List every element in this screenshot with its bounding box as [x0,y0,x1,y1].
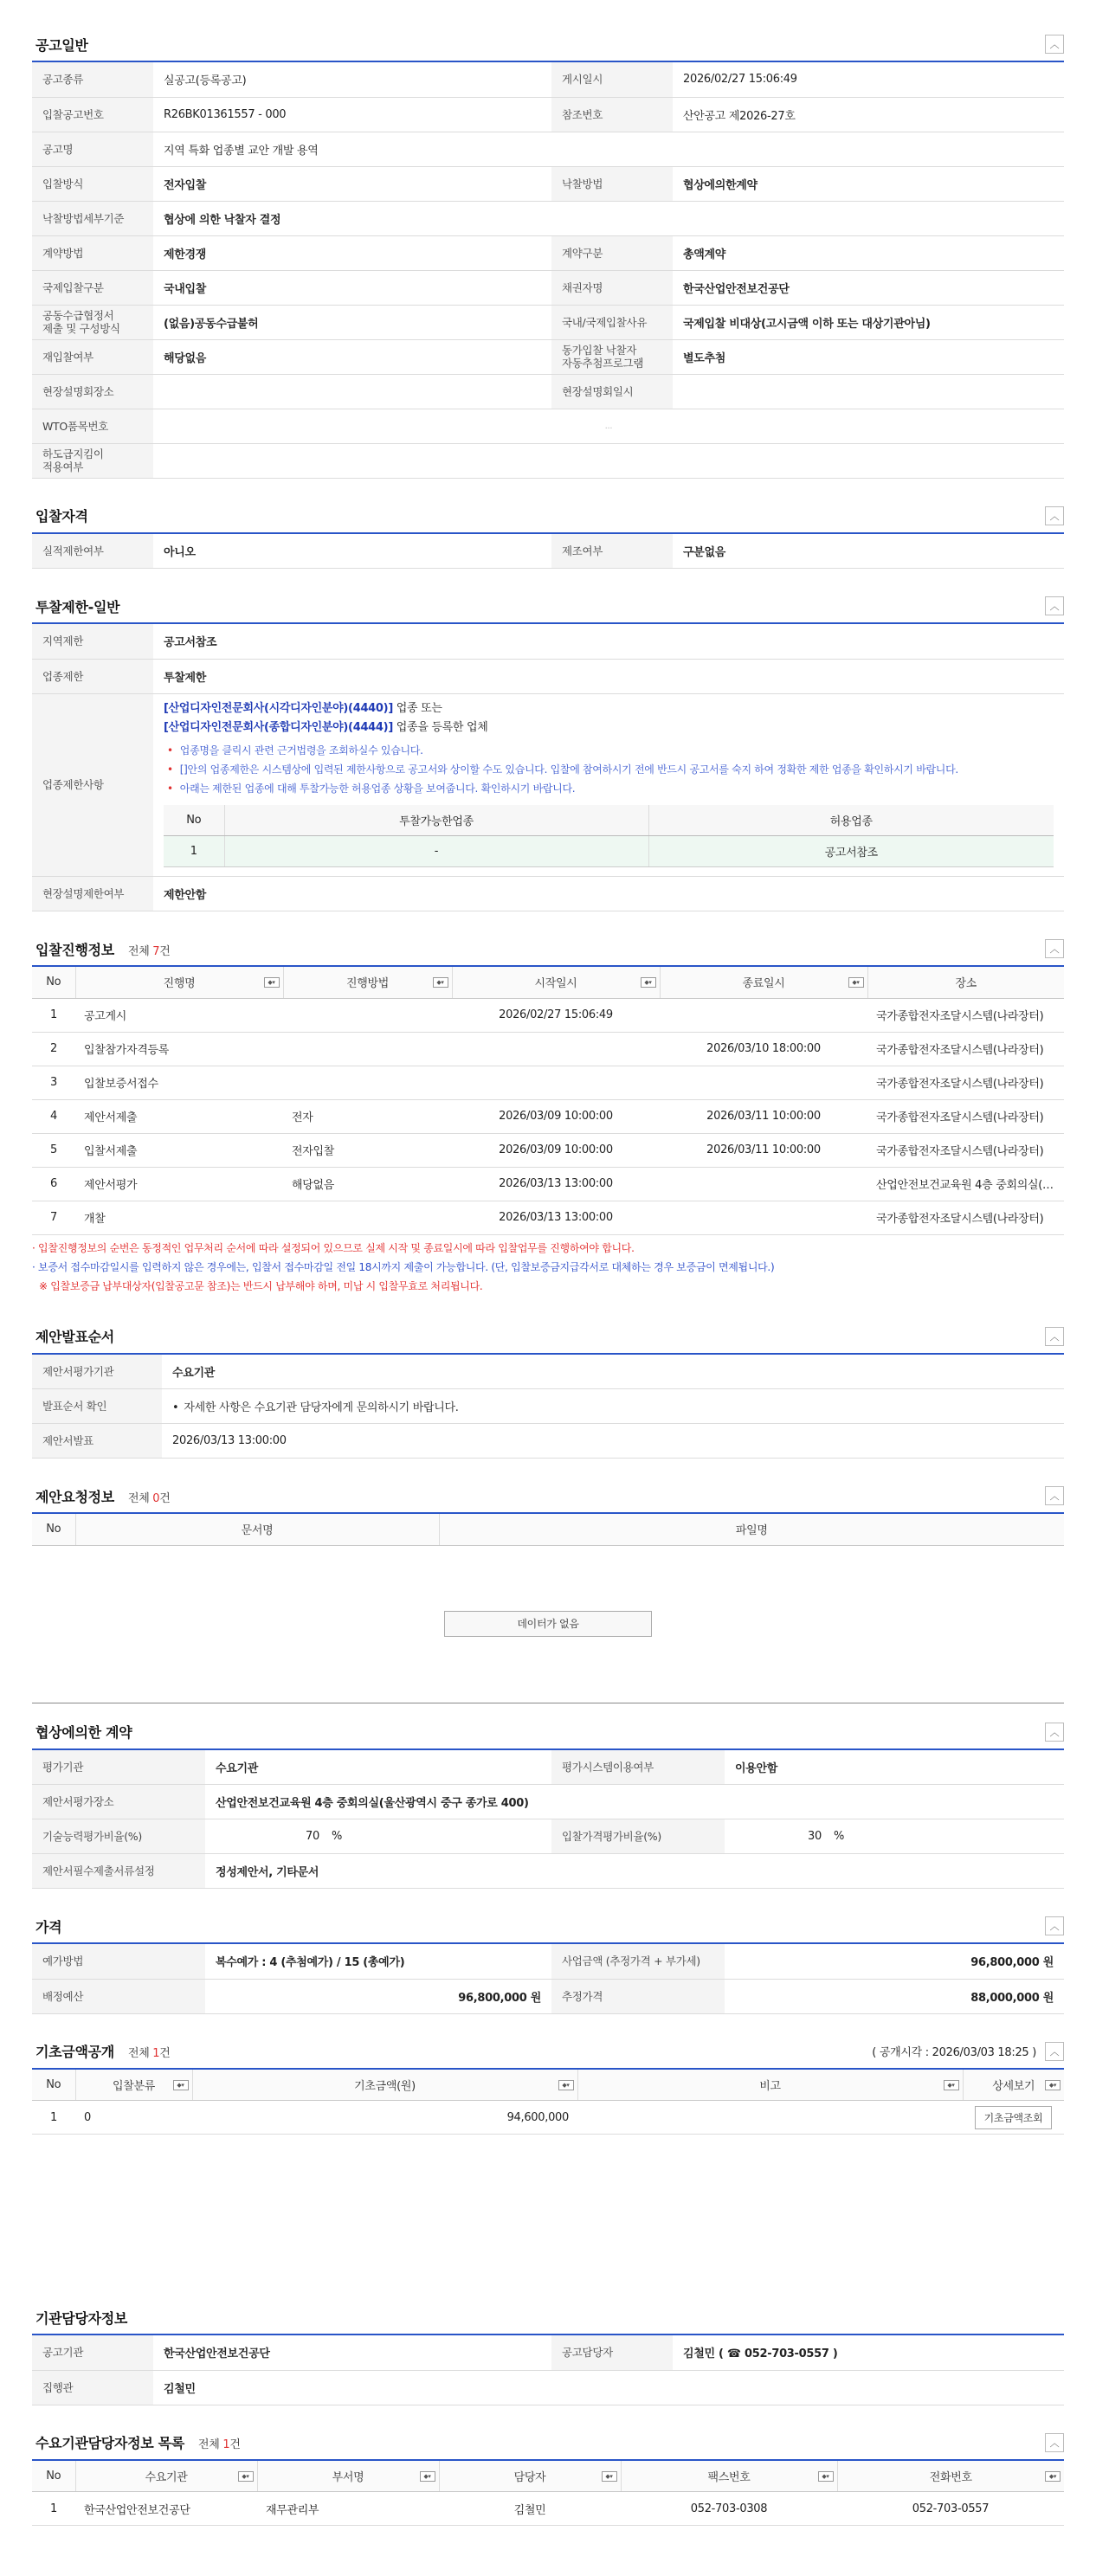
notice-list [164,741,1054,798]
section-demand-contact [32,2426,1064,2527]
value: 한국산업안전보건공단 [673,270,1064,305]
column-header: 파일명 [439,1514,1064,1545]
cell: 국가종합전자조달시스템(나라장터) [867,1032,1064,1066]
table-row [32,1099,1064,1133]
label: 낙찰방법세부기준 [32,201,153,235]
section-restriction [32,589,1064,911]
sort-icon[interactable]: ◆▾ [1045,2080,1061,2090]
header-label: 비고 [759,2079,781,2093]
value [725,1819,1064,1854]
value-number: 70 [306,1830,319,1843]
header-label: 담당자 [513,2470,546,2484]
label: 제안서평가기관 [32,1355,162,1389]
text: 업종을 등록한 업체 [392,720,488,734]
cell: 입찰보증서접수 [75,1066,283,1099]
cell [660,1201,867,1234]
label: 평가시스템이용여부 [551,1750,725,1785]
section-header [32,1909,1064,1944]
value-unit: % [332,1830,343,1843]
chevron-up-icon[interactable]: ︿ [1045,1723,1064,1742]
cell: 2 [32,1032,75,1066]
qualification-table [32,534,1064,570]
column-header: 장소 [867,967,1064,998]
value [205,1819,551,1854]
cell: 재무관리부 [257,2492,439,2526]
header-label: 전화번호 [929,2470,972,2484]
industry-link[interactable]: [산업디자인전문회사(종합디자인분야)(4444)] [164,720,393,734]
value [673,374,1064,409]
chevron-up-icon[interactable]: ︿ [1045,1486,1064,1505]
cell: 산업안전보건교육원 4층 중회의실(… [867,1167,1064,1201]
industry-link[interactable]: [산업디자인전문회사(시각디자인분야)(4440)] [164,701,393,715]
cell: 전자 [283,1099,452,1133]
proposal-request-table [32,1514,1064,1546]
table-row [32,2101,1064,2135]
cell [660,998,867,1032]
count-suffix: 건 [159,944,171,958]
column-header[interactable] [75,2461,257,2492]
column-header: 허용업종 [648,805,1054,836]
restriction-table [32,624,1064,911]
value: 수요기관 [162,1355,1064,1389]
label: 낙찰방법 [551,166,673,201]
value: 김철민 [153,2370,1064,2405]
agency-contact-table [32,2335,1064,2405]
label: 현장설명제한여부 [32,877,153,911]
section-negotiation [32,1716,1064,1890]
value: 한국산업안전보건공단 [153,2335,551,2370]
cell: 3 [32,1066,75,1099]
cell: 94,600,000 [192,2101,577,2135]
value: 이용안함 [725,1750,1064,1785]
label: 업종제한사항 [32,693,153,877]
label: 계약구분 [551,235,673,270]
label: 실적제한여부 [32,534,153,569]
column-header: No [32,2461,75,2492]
value: 협상에의한계약 [673,166,1064,201]
section-title [32,2432,241,2452]
column-header[interactable] [192,2070,577,2101]
cell: 2026/03/09 10:00:00 [452,1133,660,1167]
total-count [198,2438,241,2451]
value [153,374,551,409]
label: WTO품목번호 [32,409,153,443]
label: 현장설명회장소 [32,374,153,409]
value: 협상에 의한 낙찰자 결정 [153,201,1064,235]
header-label: 종료일시 [742,977,785,991]
chevron-up-icon[interactable]: ︿ [1045,596,1064,615]
cell [452,1032,660,1066]
label: 국제입찰구분 [32,270,153,305]
general-table [32,62,1064,479]
cell: 2026/03/11 10:00:00 [660,1099,867,1133]
value: 수요기관 [205,1750,551,1785]
label: 공고담당자 [551,2335,673,2370]
section-header [32,1716,1064,1750]
section-title: 가격 [35,1918,62,1935]
cell: 4 [32,1099,75,1133]
label: 제조여부 [551,534,673,569]
label: 집행관 [32,2370,153,2405]
section-header [32,2426,1064,2461]
table-row [32,1032,1064,1066]
value: 국내입찰 [153,270,551,305]
header-right [872,2042,1064,2061]
value: 국제입찰 비대상(고시금액 이하 또는 대상기관아님) [673,305,1064,339]
sort-icon[interactable]: ◆▾ [420,2471,435,2482]
value: 산안공고 제2026-27호 [673,97,1064,132]
cell [452,1066,660,1099]
section-header [32,2301,1064,2335]
value-number: 30 [808,1830,822,1843]
value: 산업안전보건교육원 4층 중회의실(울산광역시 중구 종가로 400) [205,1785,1064,1819]
column-header[interactable] [439,2461,621,2492]
value: 아니오 [153,534,551,569]
sort-icon[interactable]: ◆▾ [602,2471,617,2482]
cell: 개찰 [75,1201,283,1234]
column-header: No [164,805,224,836]
cell [963,2101,1064,2135]
chevron-up-icon[interactable]: ︿ [1045,506,1064,525]
cell [283,1201,452,1234]
title-text: 제안요청정보 [35,1488,114,1505]
cell: 2026/03/13 13:00:00 [452,1167,660,1201]
cell: 2026/02/27 15:06:49 [452,998,660,1032]
cell: 2026/03/13 13:00:00 [452,1201,660,1234]
header-label: 수요기관 [145,2470,188,2484]
label: 동가입찰 낙찰자 자동추첨프로그램 [551,339,673,374]
label: 예가방법 [32,1944,205,1979]
cell: 1 [164,836,224,867]
label: 입찰방식 [32,166,153,201]
presentation-table [32,1355,1064,1459]
label: 입찰공고번호 [32,97,153,132]
value-unit: % [834,1830,845,1843]
count-value: 1 [152,2047,160,2060]
section-header [32,2035,1064,2070]
negotiation-table [32,1750,1064,1890]
section-title: 기관담당자정보 [35,2309,128,2327]
header-label: 상세보기 [992,2079,1035,2093]
label: 채권자명 [551,270,673,305]
label: 게시일시 [551,62,673,97]
value: 구분없음 [673,534,1064,569]
value: 88,000,000 원 [725,1979,1064,2013]
label: 제안서발표 [32,1424,162,1459]
label: 공고기관 [32,2335,153,2370]
label: 공동수급협정서 제출 및 구성방식 [32,305,153,339]
sort-icon[interactable]: ◆▾ [1045,2471,1061,2482]
count-prefix: 전체 [127,944,153,958]
total-count [128,2047,171,2060]
chevron-up-icon[interactable]: ︿ [1045,2042,1064,2061]
chevron-up-icon[interactable]: ︿ [1045,2433,1064,2452]
label: 지역제한 [32,624,153,659]
value-text: 자세한 사항은 수요기관 담당자에게 문의하시기 바랍니다. [184,1401,459,1414]
table-row [32,1201,1064,1234]
count-value: 7 [152,944,160,958]
cell [283,1066,452,1099]
cell [283,1032,452,1066]
sort-icon[interactable]: ◆▾ [848,977,864,988]
cell: 김철민 [439,2492,621,2526]
cell: 전자입찰 [283,1133,452,1167]
header-label: 진행명 [163,977,196,991]
sort-icon[interactable]: ◆▾ [264,977,280,988]
title-text: 수요기관담당자정보 목록 [35,2435,184,2451]
label: 재입찰여부 [32,339,153,374]
label: 업종제한 [32,659,153,693]
column-header[interactable] [452,967,660,998]
chevron-up-icon[interactable]: ︿ [1045,1916,1064,1935]
section-general [32,28,1064,479]
count-value: 1 [222,2438,230,2451]
industry-restriction-detail [153,693,1064,877]
sort-icon[interactable]: ◆▾ [433,977,448,988]
section-header [32,499,1064,534]
value: ... [153,409,1064,443]
section-title: 투찰제한-일반 [35,598,120,615]
table-row [32,1133,1064,1167]
cell: 052-703-0557 [837,2492,1064,2526]
sort-icon[interactable]: ◆▾ [641,977,656,988]
value: 공고서참조 [153,624,1064,659]
empty-state [32,1546,1064,1703]
table-row [32,1066,1064,1099]
notice-item: • 업종명을 클릭시 관련 근거법령을 조회하실수 있습니다. [164,741,1054,760]
label: 공고종류 [32,62,153,97]
cell [283,998,452,1032]
cell: 공고게시 [75,998,283,1032]
column-header[interactable] [283,967,452,998]
cell: 국가종합전자조달시스템(나라장터) [867,1066,1064,1099]
header-label: 기초금액(원) [354,2079,416,2093]
value: 실공고(등록공고) [153,62,551,97]
count-prefix: 전체 [127,1491,153,1505]
section-proposal-request [32,1479,1064,1703]
cell [660,1167,867,1201]
value: 총액계약 [673,235,1064,270]
cell: 제안서제출 [75,1099,283,1133]
section-title: 공고일반 [35,36,88,54]
value: 제한경쟁 [153,235,551,270]
cell: 공고서참조 [648,836,1054,867]
value [162,1389,1064,1424]
cell: 6 [32,1167,75,1201]
value: 해당없음 [153,339,551,374]
cell: 2026/03/09 10:00:00 [452,1099,660,1133]
cell: 국가종합전자조달시스템(나라장터) [867,1099,1064,1133]
section-title [32,2041,171,2061]
column-header[interactable] [75,967,283,998]
progress-notes [32,1239,1064,1296]
label: 발표순서 확인 [32,1389,162,1424]
value: 정성제안서, 기타문서 [205,1854,1064,1889]
table-row [164,836,1054,867]
count-prefix: 전체 [127,2047,153,2060]
value: 96,800,000 원 [205,1979,551,2013]
label: 평가기관 [32,1750,205,1785]
cell: 제안서평가 [75,1167,283,1201]
cell: 1 [32,2492,75,2526]
total-count [128,945,171,958]
title-text: 입찰진행정보 [35,941,114,958]
column-header: 문서명 [75,1514,439,1545]
cell: 7 [32,1201,75,1234]
value: 별도추첨 [673,339,1064,374]
sort-icon[interactable]: ◆▾ [944,2080,959,2090]
section-title: 제안발표순서 [35,1329,114,1345]
bullet-icon: • [172,1401,179,1414]
column-header: 투찰가능한업종 [224,805,648,836]
value: (없음)공동수급불허 [153,305,551,339]
section-agency-contact [32,2301,1064,2405]
table-row [32,1167,1064,1201]
table-row [32,998,1064,1032]
cell: 국가종합전자조달시스템(나라장터) [867,998,1064,1032]
total-count [128,1492,171,1505]
header-label: 팩스번호 [707,2470,751,2484]
header-label: 부서명 [332,2470,364,2484]
label: 추정가격 [551,1979,725,2013]
column-header[interactable] [257,2461,439,2492]
section-price [32,1909,1064,2014]
cell: 국가종합전자조달시스템(나라장터) [867,1133,1064,1167]
header-label: 시작일시 [534,977,577,991]
cell: 국가종합전자조달시스템(나라장터) [867,1201,1064,1234]
value: 제한안함 [153,877,1064,911]
label: 공고명 [32,132,153,166]
section-header [32,28,1064,62]
section-header [32,1479,1064,1514]
cell: 입찰참가자격등록 [75,1032,283,1066]
note-text: ※ 입찰보증금 납부대상자(입찰공고문 참조)는 반드시 납부해야 하며, 미납 시 입찰무효로 처리됩니다. [39,1279,483,1292]
text: 업종 또는 [392,701,442,715]
cell: 5 [32,1133,75,1167]
value: 투찰제한 [153,659,1064,693]
section-header [32,1320,1064,1355]
column-header[interactable] [621,2461,837,2492]
count-suffix: 건 [229,2438,241,2451]
table-row [32,2492,1064,2526]
chevron-up-icon[interactable]: ︿ [1045,1327,1064,1346]
value [153,443,1064,478]
label: 사업금액 (추정가격 + 부가세) [551,1944,725,1979]
section-title [32,939,171,959]
value: R26BK01361557 - 000 [153,97,551,132]
value: 지역 특화 업종별 교안 개발 용역 [153,132,1064,166]
column-header[interactable] [75,2070,192,2101]
chevron-up-icon[interactable]: ︿ [1045,939,1064,958]
label: 하도급지킴이 적용여부 [32,443,153,478]
column-header: No [32,2070,75,2101]
label: 기술능력평가비율(%) [32,1819,205,1854]
column-header: No [32,1514,75,1545]
cell: 2026/03/10 18:00:00 [660,1032,867,1066]
sort-icon[interactable]: ◆▾ [818,2471,834,2482]
header-label: 입찰분류 [112,2079,156,2093]
header-label: 진행방법 [345,977,390,991]
section-header [32,932,1064,967]
column-header[interactable] [660,967,867,998]
section-title: 협상에의한 계약 [35,1724,132,1741]
label: 국내/국제입찰사유 [551,305,673,339]
cell: 0 [75,2101,192,2135]
progress-table [32,967,1064,1235]
value: 복수예가 : 4 (추첨예가) / 15 (총예가) [205,1944,551,1979]
label: 제안서필수제출서류설정 [32,1854,205,1889]
count-value: 0 [152,1491,160,1505]
section-title: 입찰자격 [35,508,88,525]
chevron-up-icon[interactable]: ︿ [1045,35,1064,54]
cell [577,2101,963,2135]
no-data-message: 데이터가 없음 [444,1611,652,1637]
label: 입찰가격평가비율(%) [551,1819,725,1854]
publish-time: ( 공개시각 : 2026/03/03 18:25 ) [872,2046,1036,2059]
value: 2026/03/13 13:00:00 [162,1424,1064,1459]
count-suffix: 건 [159,1491,171,1505]
count-suffix: 건 [159,2047,171,2060]
value: 전자입찰 [153,166,551,201]
note-text: · 보증서 접수마감일시를 입력하지 않은 경우에는, 입찰서 접수마감일 전일 18시까지 제출이 가능합니다. (단, 입찰보증금지급각서로 대체하는 경우 보증금이 면제됩니다.) [32,1260,775,1273]
column-header: No [32,967,75,998]
column-header[interactable] [963,2070,1064,2101]
allowed-industry-table [164,805,1054,868]
sort-icon[interactable]: ◆▾ [173,2080,189,2090]
section-header [32,589,1064,624]
cell: 052-703-0308 [621,2492,837,2526]
section-base-amount [32,2035,1064,2135]
notice-item: • 아래는 제한된 업종에 대해 투찰가능한 허용업종 상황을 보여줍니다. 확인하시기 바랍니다. [164,779,1054,798]
base-amount-lookup-button[interactable]: 기초금액조회 [975,2106,1053,2129]
demand-contact-table [32,2461,1064,2527]
label: 현장설명회일시 [551,374,673,409]
cell [660,1066,867,1099]
label: 계약방법 [32,235,153,270]
title-text: 기초금액공개 [35,2044,114,2060]
label: 참조번호 [551,97,673,132]
count-prefix: 전체 [198,2438,223,2451]
sort-icon[interactable]: ◆▾ [238,2471,254,2482]
cell: 입찰서제출 [75,1133,283,1167]
price-table [32,1944,1064,2014]
cell: 해당없음 [283,1167,452,1201]
value: 김철민 ( ☎ 052-703-0557 ) [673,2335,1064,2370]
cell: 2026/03/11 10:00:00 [660,1133,867,1167]
section-presentation [32,1320,1064,1459]
cell: 1 [32,998,75,1032]
label: 제안서평가장소 [32,1785,205,1819]
value: 96,800,000 원 [725,1944,1064,1979]
value: 2026/02/27 15:06:49 [673,62,1064,97]
cell: 1 [32,2101,75,2135]
sort-icon[interactable]: ◆▾ [558,2080,574,2090]
section-qualification [32,499,1064,570]
section-progress [32,932,1064,1235]
cell: - [224,836,648,867]
note-text: · 입찰진행정보의 순번은 동정적인 업무처리 순서에 따라 설정되어 있으므로 실제 시작 및 종료일시에 따라 입찰업무를 진행하여야 합니다. [32,1241,635,1254]
base-amount-table [32,2070,1064,2135]
notice-item: • []안의 업종제한은 시스템상에 입력된 제한사항으로 공고서와 상이할 수도 있습니다. 입찰에 참여하시기 전에 반드시 공고서를 숙지 하여 정확한 제한 업종을 확인하시기 바랍니다. [164,760,1054,779]
cell: 한국산업안전보건공단 [75,2492,257,2526]
column-header[interactable] [837,2461,1064,2492]
label: 배정예산 [32,1979,205,2013]
section-title [32,1486,171,1506]
column-header[interactable] [577,2070,963,2101]
